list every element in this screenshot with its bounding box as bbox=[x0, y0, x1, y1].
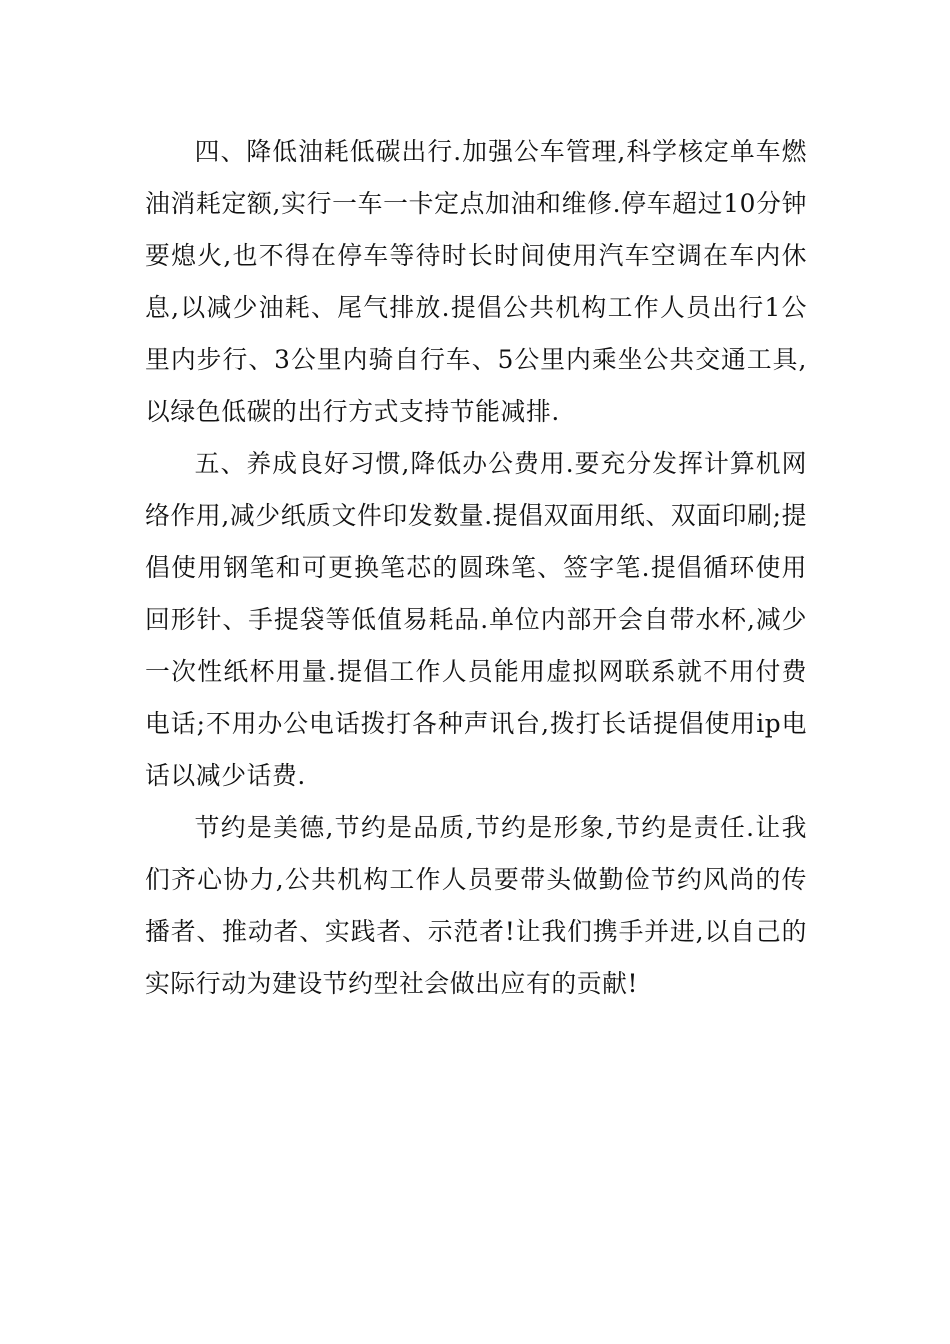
paragraph-conclusion: 节约是美德,节约是品质,节约是形象,节约是责任.让我们齐心协力,公共机构工作人员要带头做勤俭节约风尚的传播者、推动者、实践者、示范者!让我们携手并进,以自己的实际行动为建设节约型社会做出应有的贡献! bbox=[145, 813, 807, 998]
paragraph-office-costs: 五、养成良好习惯,降低办公费用.要充分发挥计算机网络作用,减少纸质文件印发数量.提倡双面用纸、双面印刷;提倡使用钢笔和可更换笔芯的圆珠笔、签字笔.提倡循环使用回形针、手提袋等低值易耗品.单位内部开会自带水杯,减少一次性纸杯用量.提倡工作人员能用虚拟网联系就不用付费电话;不用办公电话拨打各种声讯台,拨打长话提倡使用ip电话以减少话费. bbox=[145, 449, 807, 790]
paragraph-fuel-saving: 四、降低油耗低碳出行.加强公车管理,科学核定单车燃油消耗定额,实行一车一卡定点加油和维修.停车超过10分钟要熄火,也不得在停车等待时长时间使用汽车空调在车内休息,以减少油耗、尾气排放.提倡公共机构工作人员出行1公里内步行、3公里内骑自行车、5公里内乘坐公共交通工具,以绿色低碳的出行方式支持节能减排. bbox=[145, 137, 807, 426]
document-body bbox=[145, 126, 807, 1010]
